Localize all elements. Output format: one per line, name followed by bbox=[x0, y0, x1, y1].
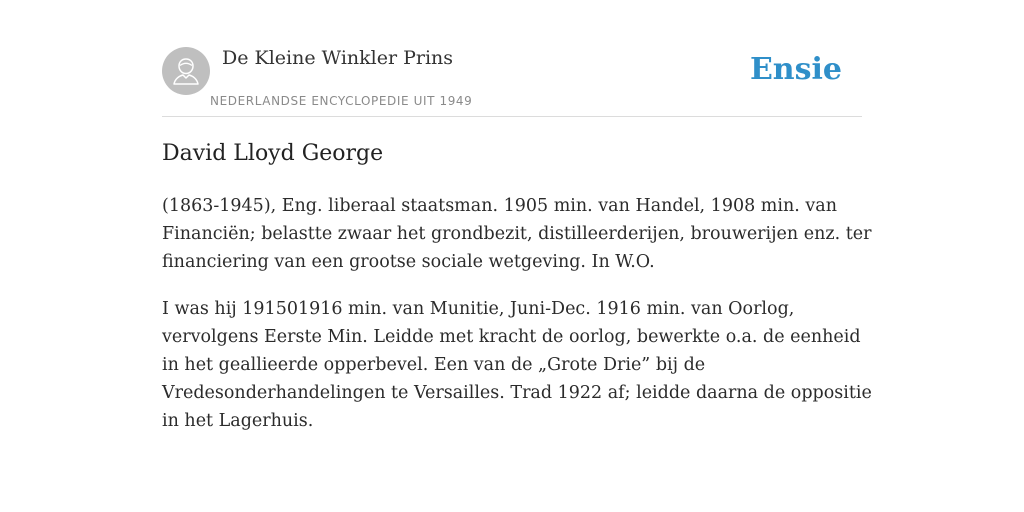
article-paragraph: I was hij 191501916 min. van Munitie, Juni-Dec. 1916 min. van Oorlog, vervolgens Eerste Min. Leidde met kracht de oorlog, bewerkte o.a. de eenheid in het geallieerde opperbevel. Een van de „Grote Drie” bij de Vredesonderhandelingen te Versailles. Trad 1922 af; leidde daarna de oppositie in het Lagerhuis. bbox=[162, 299, 872, 431]
article-paragraph: (1863-1945), Eng. liberaal staatsman. 1905 min. van Handel, 1908 min. van Financiën; belastte zwaar het grondbezit, distilleerderijen, brouwerijen enz. ter financiering van een grootse sociale wetgeving. In W.O. bbox=[162, 196, 872, 272]
user-avatar-icon bbox=[162, 47, 210, 95]
brand-logo[interactable]: Ensie bbox=[749, 52, 842, 87]
source-subtitle: NEDERLANDSE ENCYCLOPEDIE UIT 1949 bbox=[210, 94, 473, 108]
header bbox=[162, 46, 862, 117]
article-title: David Lloyd George bbox=[162, 141, 384, 166]
source-title[interactable]: De Kleine Winkler Prins bbox=[222, 47, 454, 69]
avatar[interactable] bbox=[162, 47, 210, 95]
